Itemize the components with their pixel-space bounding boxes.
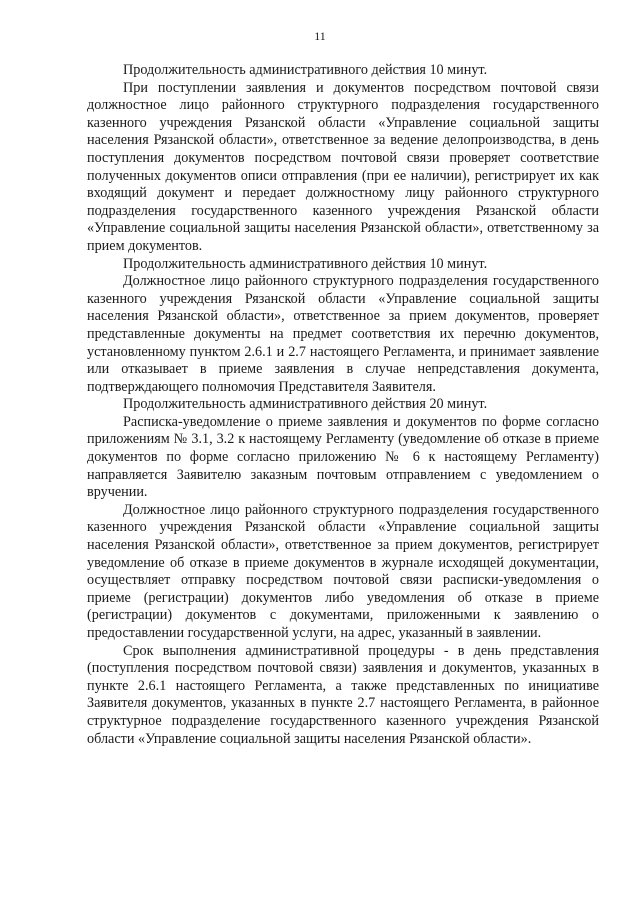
paragraph-2: При поступлении заявления и документов посредством почтовой связи должностное лицо районного структурного подразделения государственного казенного учреждения Рязанской области «Управление социальной защиты населения Рязанской области», ответственное за ведение делопроизводства, в день поступления документов посредством почтовой связи проверяет соответствие полученных документов описи отправления (при ее наличии), регистрирует их как входящий документ и передает должностному лицу районного структурного подразделения государственного казенного учреждения Рязанской области «Управление социальной защиты населения Рязанской области», ответственному за прием документов.	[87, 79, 599, 254]
paragraph-4: Должностное лицо районного структурного подразделения государственного казенного учреждения Рязанской области «Управление социальной защиты населения Рязанской области», ответственное за прием документов, проверяет представленные документы на предмет соответствия их перечню документов, установленному пунктом 2.6.1 и 2.7 настоящего Регламента, и принимает заявление или отказывает в приеме заявления в случае непредставления документа, подтверждающего полномочия Представителя Заявителя.	[87, 273, 599, 395]
paragraph-7: Должностное лицо районного структурного подразделения государственного казенного учреждения Рязанской области «Управление социальной защиты населения Рязанской области», ответственное за прием документов, регистрирует уведомление об отказе в приеме документов в журнале исходящей документации, осуществляет отправку посредством почтовой связи расписки-уведомления о приеме (регистрации) документов либо уведомления об отказе в приеме (регистрации) документов с документами, приложенными к заявлению о предоставлении государственной услуги, на адрес, указанный в заявлении.	[87, 501, 599, 641]
body-text	[87, 62, 599, 748]
paragraph-3: Продолжительность административного действия 10 минут.	[123, 255, 488, 272]
paragraph-6: Расписка-уведомление о приеме заявления и документов по форме согласно приложениям № 3.1, 3.2 к настоящему Регламенту (уведомление об отказе в приеме документов по форме согласно приложению № 6 к настоящему Регламенту) направляется Заявителю заказным почтовым отправлением с уведомлением о вручении.	[87, 413, 599, 501]
paragraph-1: Продолжительность административного действия 10 минут.	[123, 62, 488, 78]
paragraph-5: Продолжительность административного действия 20 минут.	[123, 396, 488, 413]
paragraph-8: Срок выполнения административной процедуры - в день представления (поступления посредством почтовой связи) заявления и документов, указанных в пункте 2.6.1 настоящего Регламента, а также представленных по инициативе Заявителя документов, указанных в пункте 2.7 настоящего Регламента, в районное структурное подразделение государственного казенного учреждения Рязанской области «Управление социальной защиты населения Рязанской области».	[87, 642, 599, 747]
page-number: 11	[314, 29, 326, 43]
